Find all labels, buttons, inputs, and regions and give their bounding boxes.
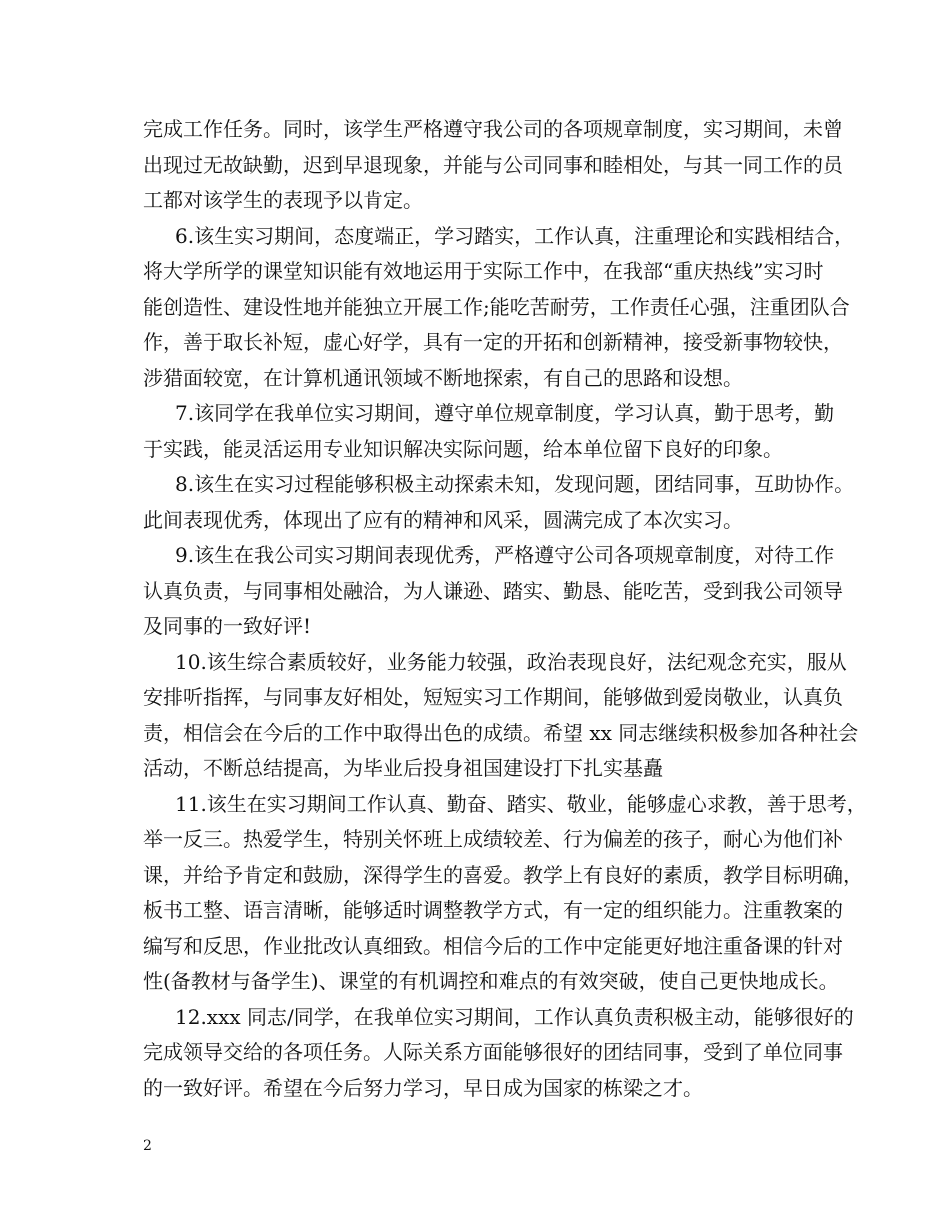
text-line: 10.该生综合素质较好，业务能力较强，政治表现良好，法纪观念充实，服从 — [175, 649, 847, 674]
paragraph — [143, 112, 843, 219]
text-line: 9.该生在我公司实习期间表现优秀，严格遵守公司各项规章制度，对待工作 — [175, 543, 835, 567]
text-line: 11.该生在实习期间工作认真、勤奋、踏实、敬业，能够虚心求教，善于思考， — [175, 791, 867, 816]
paragraph — [143, 1000, 854, 1107]
text-line: 涉猎面较宽，在计算机通讯领域不断地探索，有自己的思路和设想。 — [143, 365, 743, 390]
text-line: 责，相信会在今后的工作中取得出色的成绩。希望 xx 同志继续积极参加各种社会 — [143, 720, 859, 745]
text-line: 工都对该学生的表现予以肯定。 — [143, 188, 423, 212]
text-line: 认真负责，与同事相处融洽，为人谦逊、踏实、勤恳、能吃苦，受到我公司领导 — [143, 578, 843, 603]
text-line: 6.该生实习期间，态度端正，学习踏实，工作认真，注重理论和实践相结合， — [175, 223, 855, 248]
paragraph — [143, 787, 867, 1000]
text-line: 能创造性、建设性地并能独立开展工作;能吃苦耐劳，工作责任心强，注重团队合 — [143, 294, 850, 319]
text-line: 于实践，能灵活运用专业知识解决实际问题，给本单位留下良好的印象。 — [143, 436, 783, 461]
text-line: 8.该生在实习过程能够积极主动探索未知，发现问题，团结同事，互助协作。 — [175, 472, 855, 496]
text-line: 将大学所学的课堂知识能有效地运用于实际工作中，在我部“重庆热线”实习时 — [143, 259, 824, 283]
text-line: 出现过无故缺勤，迟到早退现象，并能与公司同事和睦相处，与其一同工作的员 — [143, 152, 843, 177]
text-line: 活动，不断总结提高，为毕业后投身祖国建设打下扎实基矗 — [143, 756, 663, 780]
text-line: 完成工作任务。同时，该学生严格遵守我公司的各项规章制度，实习期间，未曾 — [143, 117, 843, 141]
text-line: 及同事的一致好评! — [143, 614, 312, 638]
paragraph — [143, 538, 843, 645]
text-line: 的一致好评。希望在今后努力学习，早日成为国家的栋梁之才。 — [143, 1075, 703, 1100]
text-line: 此间表现优秀，体现出了应有的精神和风采，圆满完成了本次实习。 — [143, 507, 743, 532]
text-line: 7.该同学在我单位实习期间，遵守单位规章制度，学习认真，勤于思考，勤 — [175, 401, 835, 425]
text-line: 举一反三。热爱学生，特别关怀班上成绩较差、行为偏差的孩子，耐心为他们补 — [143, 827, 843, 851]
paragraph — [143, 645, 859, 787]
text-line: 性(备教材与备学生)、课堂的有机调控和难点的有效突破，使自己更快地成长。 — [143, 969, 839, 993]
paragraph — [143, 396, 835, 467]
text-line: 完成领导交给的各项任务。人际关系方面能够很好的团结同事，受到了单位同事 — [143, 1040, 843, 1064]
page-number: 2 — [143, 1138, 152, 1154]
paragraph — [143, 467, 855, 538]
document-body — [143, 112, 867, 1106]
text-line: 课，并给予肯定和鼓励，深得学生的喜爱。教学上有良好的素质，教学目标明确， — [143, 862, 863, 887]
text-line: 板书工整、语言清晰，能够适时调整教学方式，有一定的组织能力。注重教案的 — [143, 898, 843, 922]
text-line: 编写和反思，作业批改认真细致。相信今后的工作中定能更好地注重备课的针对 — [143, 933, 843, 958]
text-line: 作，善于取长补短，虚心好学，具有一定的开拓和创新精神，接受新事物较快， — [143, 330, 843, 354]
text-line: 安排听指挥，与同事友好相处，短短实习工作期间，能够做到爱岗敬业，认真负 — [143, 685, 843, 709]
paragraph — [143, 219, 855, 397]
text-line: 12.xxx 同志/同学，在我单位实习期间，工作认真负责积极主动，能够很好的 — [175, 1004, 854, 1029]
